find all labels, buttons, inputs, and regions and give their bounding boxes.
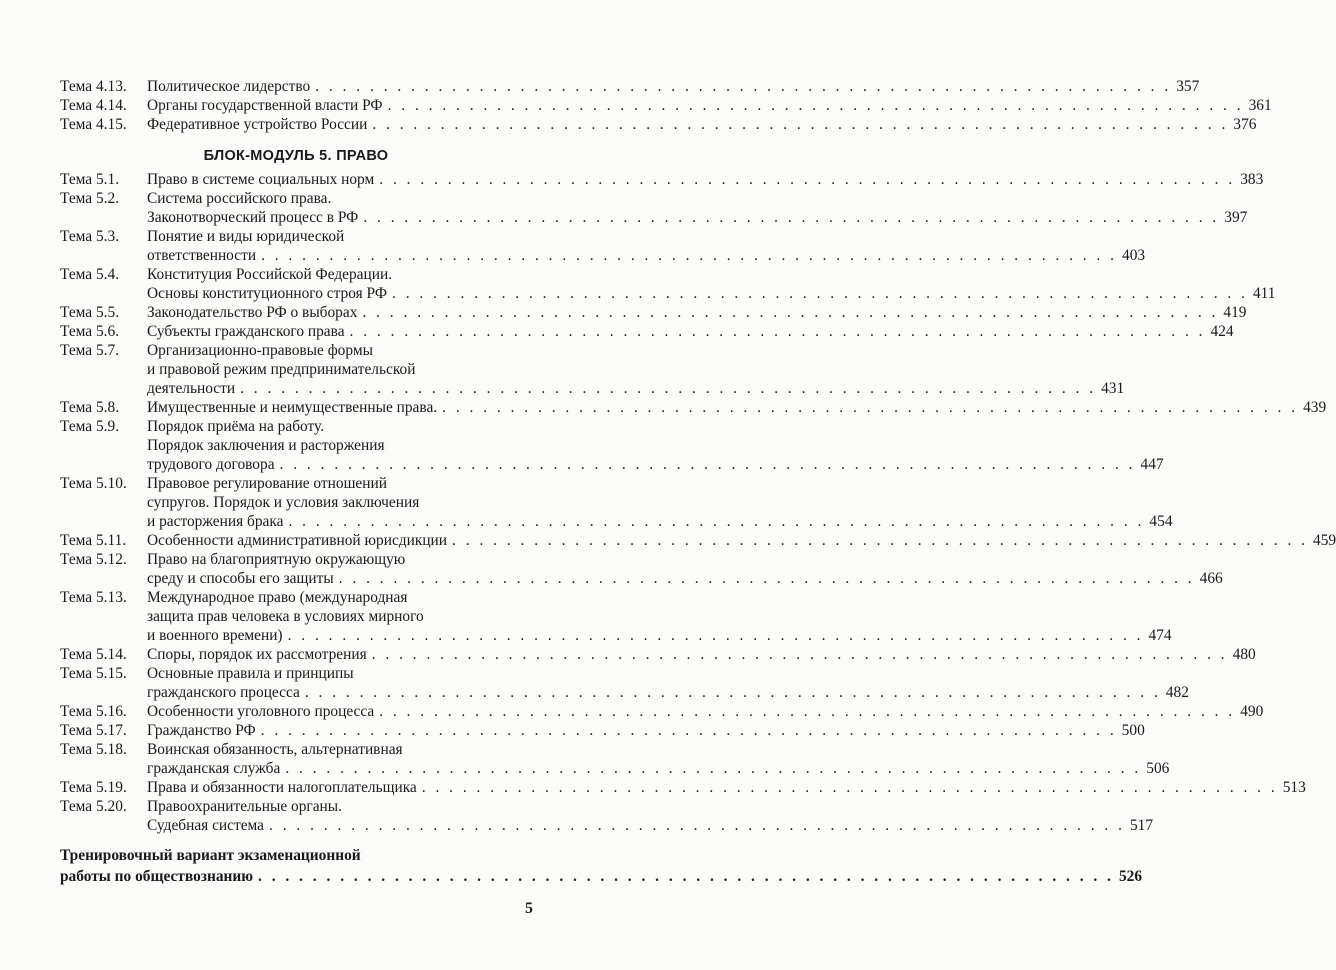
toc-entry [60,702,1264,721]
toc-line [60,512,1173,531]
prev-block-list [60,77,1272,134]
leader-dots [288,512,1144,531]
toc-line [60,816,1154,835]
toc-line [60,569,1223,588]
topic-label: Тема 5.11. [60,532,127,549]
toc-line [60,208,1248,227]
topic-label: Тема 5.3. [60,228,120,245]
page-ref: 439 [1303,399,1327,416]
topic-label: Тема 5.18. [60,741,127,758]
leader-dots [442,398,1298,417]
toc-line [60,189,532,208]
leader-dots [379,170,1235,189]
toc-line [60,436,532,455]
leader-dots [288,626,1144,645]
topic-label: Тема 5.4. [60,266,120,283]
toc-entry [60,645,1256,664]
block5-list [60,170,1336,835]
page-ref: 376 [1233,116,1257,133]
leader-dots [452,531,1308,550]
toc-line [60,664,532,683]
toc-line [60,455,1164,474]
topic-label: Тема 5.10. [60,475,127,492]
toc-entry [60,664,1189,702]
toc-entry [60,417,1164,474]
topic-title: гражданская служба [147,760,281,777]
final-title: работы по обществознанию [60,868,254,885]
page-ref: 500 [1121,722,1145,739]
toc-line [60,115,1257,134]
topic-title: Конституция Российской Федерации. [147,266,393,283]
page-ref: 506 [1146,760,1170,777]
page-ref: 517 [1129,817,1154,834]
leader-dots [363,208,1219,227]
topic-title: гражданского процесса [147,684,300,701]
toc-line [60,96,1272,115]
toc-entry [60,77,1200,96]
toc-line [60,246,1146,265]
topic-title: Политическое лидерство [147,78,311,95]
toc-entry [60,721,1145,740]
topic-title: супругов. Порядок и условия заключения [147,494,420,511]
topic-title: Международное право (международная [147,589,408,606]
section-title: БЛОК-МОДУЛЬ 5. ПРАВО [203,148,389,164]
topic-title: Организационно-правовые формы [147,342,373,359]
topic-title: и военного времени) [147,627,283,644]
toc-entry [60,303,1247,322]
leader-dots [280,455,1136,474]
topic-title: Особенности административной юрисдикции [147,532,448,549]
topic-label: Тема 5.19. [60,779,127,796]
topic-title: Понятие и виды юридической [147,228,345,245]
page-ref: 397 [1224,209,1248,226]
topic-label: Тема 5.15. [60,665,127,682]
topic-title: Гражданство РФ [147,722,256,739]
toc-line [60,474,532,493]
leader-dots [240,379,1096,398]
toc-line [60,265,532,284]
leader-dots [261,246,1117,265]
toc-line [60,417,532,436]
topic-title: Органы государственной власти РФ [147,97,383,114]
final-entry [60,846,1143,888]
leader-dots [388,96,1244,115]
toc-entry [60,227,1146,265]
topic-title: и правовой режим предпринимательской [147,361,416,378]
toc-line [60,531,1336,550]
toc-entry [60,96,1272,115]
topic-title: трудового договора [147,456,275,473]
toc-line [60,740,532,759]
toc-line [60,588,532,607]
topic-label: Тема 5.17. [60,722,127,739]
toc-entry [60,341,1125,398]
toc-line [60,379,1125,398]
topic-title: и расторжения брака [147,513,284,530]
topic-label: Тема 5.1. [60,171,120,188]
page-ref: 480 [1232,646,1256,663]
toc-entry [60,550,1223,588]
topic-title: Основные правила и принципы [147,665,354,682]
topic-title: защита прав человека в условиях мирного [147,608,424,625]
toc-entry [60,115,1257,134]
toc-line [60,398,1327,417]
toc-line [60,493,532,512]
topic-title: Законотворческий процесс в РФ [147,209,359,226]
toc-line [60,702,1264,721]
topic-title: Право в системе социальных норм [147,171,375,188]
page-ref: 482 [1165,684,1189,701]
toc-entry [60,398,1327,417]
topic-title: среду и способы его защиты [147,570,334,587]
page-ref: 447 [1140,456,1164,473]
leader-dots [339,569,1195,588]
toc-line [60,867,1143,888]
topic-label: Тема 5.14. [60,646,127,663]
leader-dots [305,683,1161,702]
topic-title: Законодательство РФ о выборах [147,304,358,321]
topic-title: Федеративное устройство России [147,116,368,133]
topic-title: Основы конституционного строя РФ [147,285,388,302]
topic-label: Тема 5.5. [60,304,120,321]
leader-dots [372,645,1228,664]
toc-entry [60,322,1234,341]
topic-title: Система российского права. [147,190,332,207]
topic-title: Воинская обязанность, альтернативная [147,741,403,758]
page-number: 5 [525,900,533,917]
topic-title: Особенности уголовного процесса [147,703,375,720]
topic-title: Правовое регулирование отношений [147,475,387,492]
toc-line [60,797,532,816]
page-ref: 454 [1149,513,1173,530]
final-title: Тренировочный вариант экзаменационной [60,847,361,864]
toc-entry [60,778,1306,797]
toc-line [60,721,1145,740]
leader-dots [379,702,1235,721]
toc-line [60,645,1256,664]
page-ref: 419 [1223,304,1247,321]
page-ref: 526 [1118,868,1143,885]
leader-dots [392,284,1248,303]
page-ref: 411 [1252,285,1276,302]
topic-title: Правоохранительные органы. [147,798,342,815]
toc-line [60,759,1170,778]
topic-label: Тема 5.8. [60,399,120,416]
toc-line [60,550,532,569]
page-ref: 513 [1282,779,1306,796]
leader-dots [422,778,1278,797]
page-ref: 361 [1248,97,1272,114]
toc-entry [60,170,1264,189]
topic-label: Тема 5.20. [60,798,127,815]
table-of-contents [60,77,1336,888]
toc-entry [60,740,1170,778]
topic-label: Тема 4.14. [60,97,127,114]
leader-dots [258,867,1114,886]
leader-dots [350,322,1206,341]
toc-line [60,341,532,360]
topic-title: Порядок приёма на работу. [147,418,325,435]
topic-title: Судебная система [147,817,265,834]
topic-label: Тема 5.13. [60,589,127,606]
topic-title: ответственности [147,247,257,264]
topic-label: Тема 5.16. [60,703,127,720]
page-ref: 474 [1148,627,1172,644]
topic-title: Споры, порядок их рассмотрения [147,646,367,663]
page-ref: 403 [1122,247,1146,264]
leader-dots [285,759,1141,778]
toc-entry [60,189,1248,227]
topic-label: Тема 5.2. [60,190,120,207]
toc-line [60,846,532,867]
toc-line [60,683,1189,702]
topic-title: Имущественные и неимущественные права. [147,399,438,416]
toc-line [60,322,1234,341]
toc-line [60,170,1264,189]
toc-entry [60,797,1154,835]
toc-line [60,778,1306,797]
page-ref: 424 [1210,323,1234,340]
leader-dots [372,115,1228,134]
toc-line [60,77,1200,96]
page-ref: 383 [1240,171,1264,188]
topic-title: Права и обязанности налогоплательщика [147,779,417,796]
toc-line [60,227,532,246]
topic-label: Тема 5.9. [60,418,120,435]
toc-entry [60,588,1172,645]
leader-dots [261,721,1117,740]
topic-title: Порядок заключения и расторжения [147,437,385,454]
topic-label: Тема 5.7. [60,342,120,359]
topic-label: Тема 5.12. [60,551,127,568]
toc-line [60,360,532,379]
toc-line [60,607,532,626]
toc-entry [60,531,1336,550]
toc-entry [60,265,1276,303]
leader-dots [269,816,1125,835]
page-ref: 357 [1176,78,1200,95]
page-ref: 490 [1240,703,1264,720]
topic-title: Право на благоприятную окружающую [147,551,406,568]
page-ref: 459 [1313,532,1336,549]
toc-line [60,284,1276,303]
page-ref: 466 [1199,570,1223,587]
topic-title: деятельности [147,380,236,397]
topic-label: Тема 5.6. [60,323,120,340]
leader-dots [362,303,1218,322]
leader-dots [315,77,1171,96]
topic-label: Тема 4.15. [60,116,127,133]
topic-title: Субъекты гражданского права [147,323,345,340]
page-ref: 431 [1101,380,1125,397]
toc-line [60,626,1172,645]
toc-entry [60,474,1173,531]
toc-line [60,303,1247,322]
topic-label: Тема 4.13. [60,78,127,95]
